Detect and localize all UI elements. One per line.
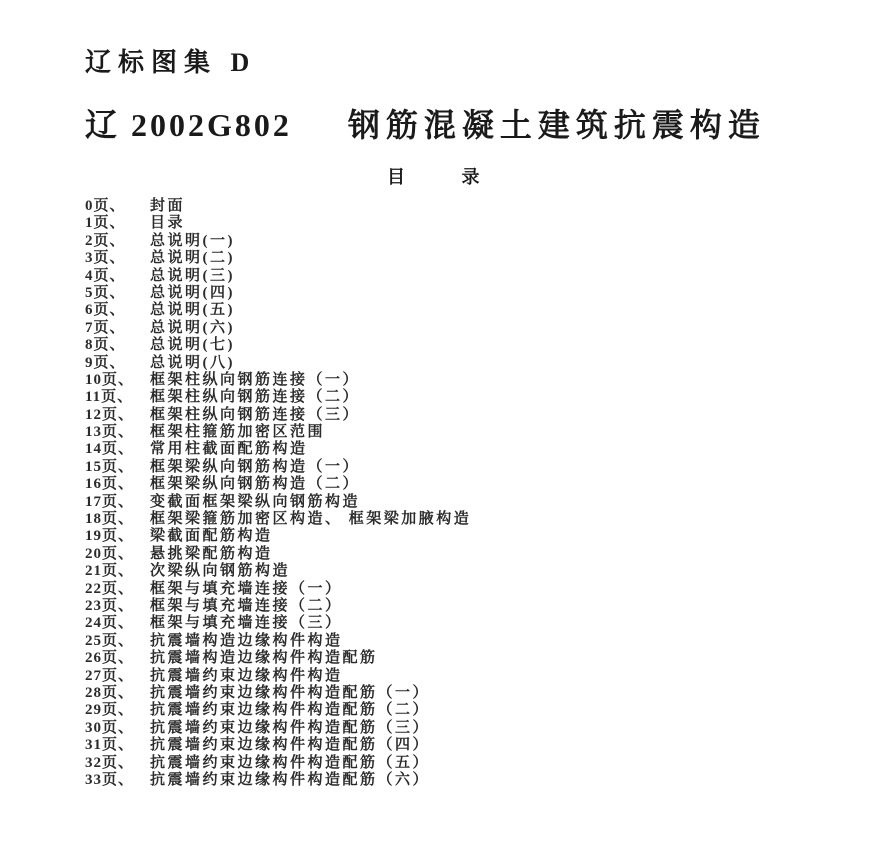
toc-row [85,511,840,528]
toc-page-label: 1页、 [85,215,126,232]
toc-row [85,441,840,458]
toc-entry-title: 总说明(二) [150,250,235,267]
toc-page-label: 9页、 [85,354,126,371]
toc-page-label: 11页、 [85,389,134,406]
toc-page-label: 27页、 [85,667,135,684]
toc-entry-title: 抗震墙约束边缘构件构造配筋（五） [150,754,431,771]
toc-page-label: 29页、 [85,702,135,719]
toc-page-label: 23页、 [85,597,135,614]
toc-entry-title: 封面 [150,198,186,214]
toc-page-label: 8页、 [85,337,126,354]
toc-page-label: 16页、 [85,476,135,493]
toc-page-label: 20页、 [85,545,135,562]
series-label: 辽标图集 D [85,48,257,77]
toc-entry-title: 框架柱箍筋加密区范围 [150,424,326,441]
toc-page-label: 28页、 [85,684,135,701]
toc-row [85,268,840,285]
toc-row [85,563,840,580]
toc-entry-title: 框架与填充墙连接（二） [150,597,343,614]
toc-entry-title: 框架与填充墙连接（一） [150,580,343,597]
toc-entry-title: 总说明(七) [150,337,235,354]
toc-page-label: 12页、 [85,406,135,423]
toc-row [85,494,840,511]
toc-entry-title: 抗震墙约束边缘构件构造配筋（六） [150,771,431,788]
toc-row [85,546,840,563]
toc-page-label: 31页、 [85,737,135,754]
toc-entry-title: 悬挑梁配筋构造 [150,545,273,562]
toc-entry-title: 抗震墙约束边缘构件构造配筋（三） [150,719,431,736]
toc-row [85,598,840,615]
toc-entry-title: 框架与填充墙连接（三） [150,615,343,632]
toc-row [85,215,840,232]
toc-row [85,320,840,337]
toc-entry-title: 变截面框架梁纵向钢筋构造 [150,493,361,510]
toc-row [85,615,840,632]
toc-row [85,755,840,772]
toc-page-label: 33页、 [85,771,135,788]
toc-row [85,650,840,667]
toc-row [85,772,840,789]
toc-entry-title: 抗震墙约束边缘构件构造配筋（四） [150,737,431,754]
toc-page-label: 10页、 [85,371,135,388]
toc-page-label: 2页、 [85,232,126,249]
toc-entry-title: 次梁纵向钢筋构造 [150,563,291,580]
toc-row [85,737,840,754]
toc-page-label: 22页、 [85,580,135,597]
toc-row [85,633,840,650]
toc-row [85,372,840,389]
toc-row [85,389,840,406]
toc-heading-char-mu: 目 [387,167,405,187]
toc-row [85,528,840,545]
toc-entry-title: 总说明(三) [150,267,235,284]
toc-row [85,720,840,737]
toc-row [85,668,840,685]
toc-page-label: 7页、 [85,319,126,336]
toc-page-label: 24页、 [85,615,135,632]
document-title-line [85,105,840,145]
toc-page-label: 17页、 [85,493,135,510]
toc-entry-title: 总说明(四) [150,284,235,301]
toc-entry-title: 框架梁纵向钢筋构造（一） [150,458,361,475]
toc-entry-title: 抗震墙约束边缘构件构造配筋（二） [150,702,431,719]
toc-page-label: 26页、 [85,650,135,667]
document-code: 辽 2002G802 [85,107,292,143]
toc-heading [387,166,840,188]
toc-row [85,459,840,476]
toc-row [85,476,840,493]
toc-row [85,355,840,372]
toc-entry-title: 目录 [150,215,186,232]
toc-row [85,407,840,424]
toc-page-label: 18页、 [85,511,135,528]
toc-row [85,685,840,702]
toc-page-label: 13页、 [85,424,135,441]
toc-entry-title: 常用柱截面配筋构造 [150,441,308,458]
toc-entry-title: 框架梁纵向钢筋构造（二） [150,476,361,493]
toc-entry-title: 抗震墙构造边缘构件构造 [150,632,343,649]
toc-entry-title: 抗震墙约束边缘构件构造 [150,667,343,684]
toc-entry-title: 总说明(六) [150,319,235,336]
toc-entry-title: 总说明(一) [150,232,235,249]
toc-page-label: 6页、 [85,302,126,319]
toc-entry-title: 框架柱纵向钢筋连接（三） [150,406,361,423]
toc-page-label: 4页、 [85,267,126,284]
toc-page-label: 30页、 [85,719,135,736]
toc-page-label: 32页、 [85,754,135,771]
toc-list [85,198,840,789]
toc-row [85,581,840,598]
toc-row [85,337,840,354]
toc-entry-title: 框架柱纵向钢筋连接（二） [150,389,361,406]
toc-entry-title: 抗震墙约束边缘构件构造配筋（一） [150,684,431,701]
toc-row [85,233,840,250]
toc-page-label: 14页、 [85,441,135,458]
toc-row [85,302,840,319]
toc-entry-title: 框架梁箍筋加密区构造、 框架梁加腋构造 [150,511,472,528]
toc-row [85,198,840,215]
toc-entry-title: 梁截面配筋构造 [150,528,273,545]
toc-entry-title: 总说明(八) [150,354,235,371]
toc-page-label: 5页、 [85,284,126,301]
document-title: 钢筋混凝土建筑抗震构造 [347,107,766,143]
toc-row [85,250,840,267]
toc-page-label: 0页、 [85,198,126,214]
toc-entry-title: 抗震墙构造边缘构件构造配筋 [150,650,378,667]
toc-row [85,702,840,719]
toc-page-label: 3页、 [85,250,126,267]
toc-page-label: 21页、 [85,563,135,580]
toc-page-label: 19页、 [85,528,135,545]
toc-row [85,424,840,441]
toc-heading-char-lu: 录 [461,167,480,187]
toc-page-label: 15页、 [85,458,135,475]
toc-entry-title: 总说明(五) [150,302,235,319]
toc-page-label: 25页、 [85,632,135,649]
toc-entry-title: 框架柱纵向钢筋连接（一） [150,371,361,388]
toc-row [85,285,840,302]
